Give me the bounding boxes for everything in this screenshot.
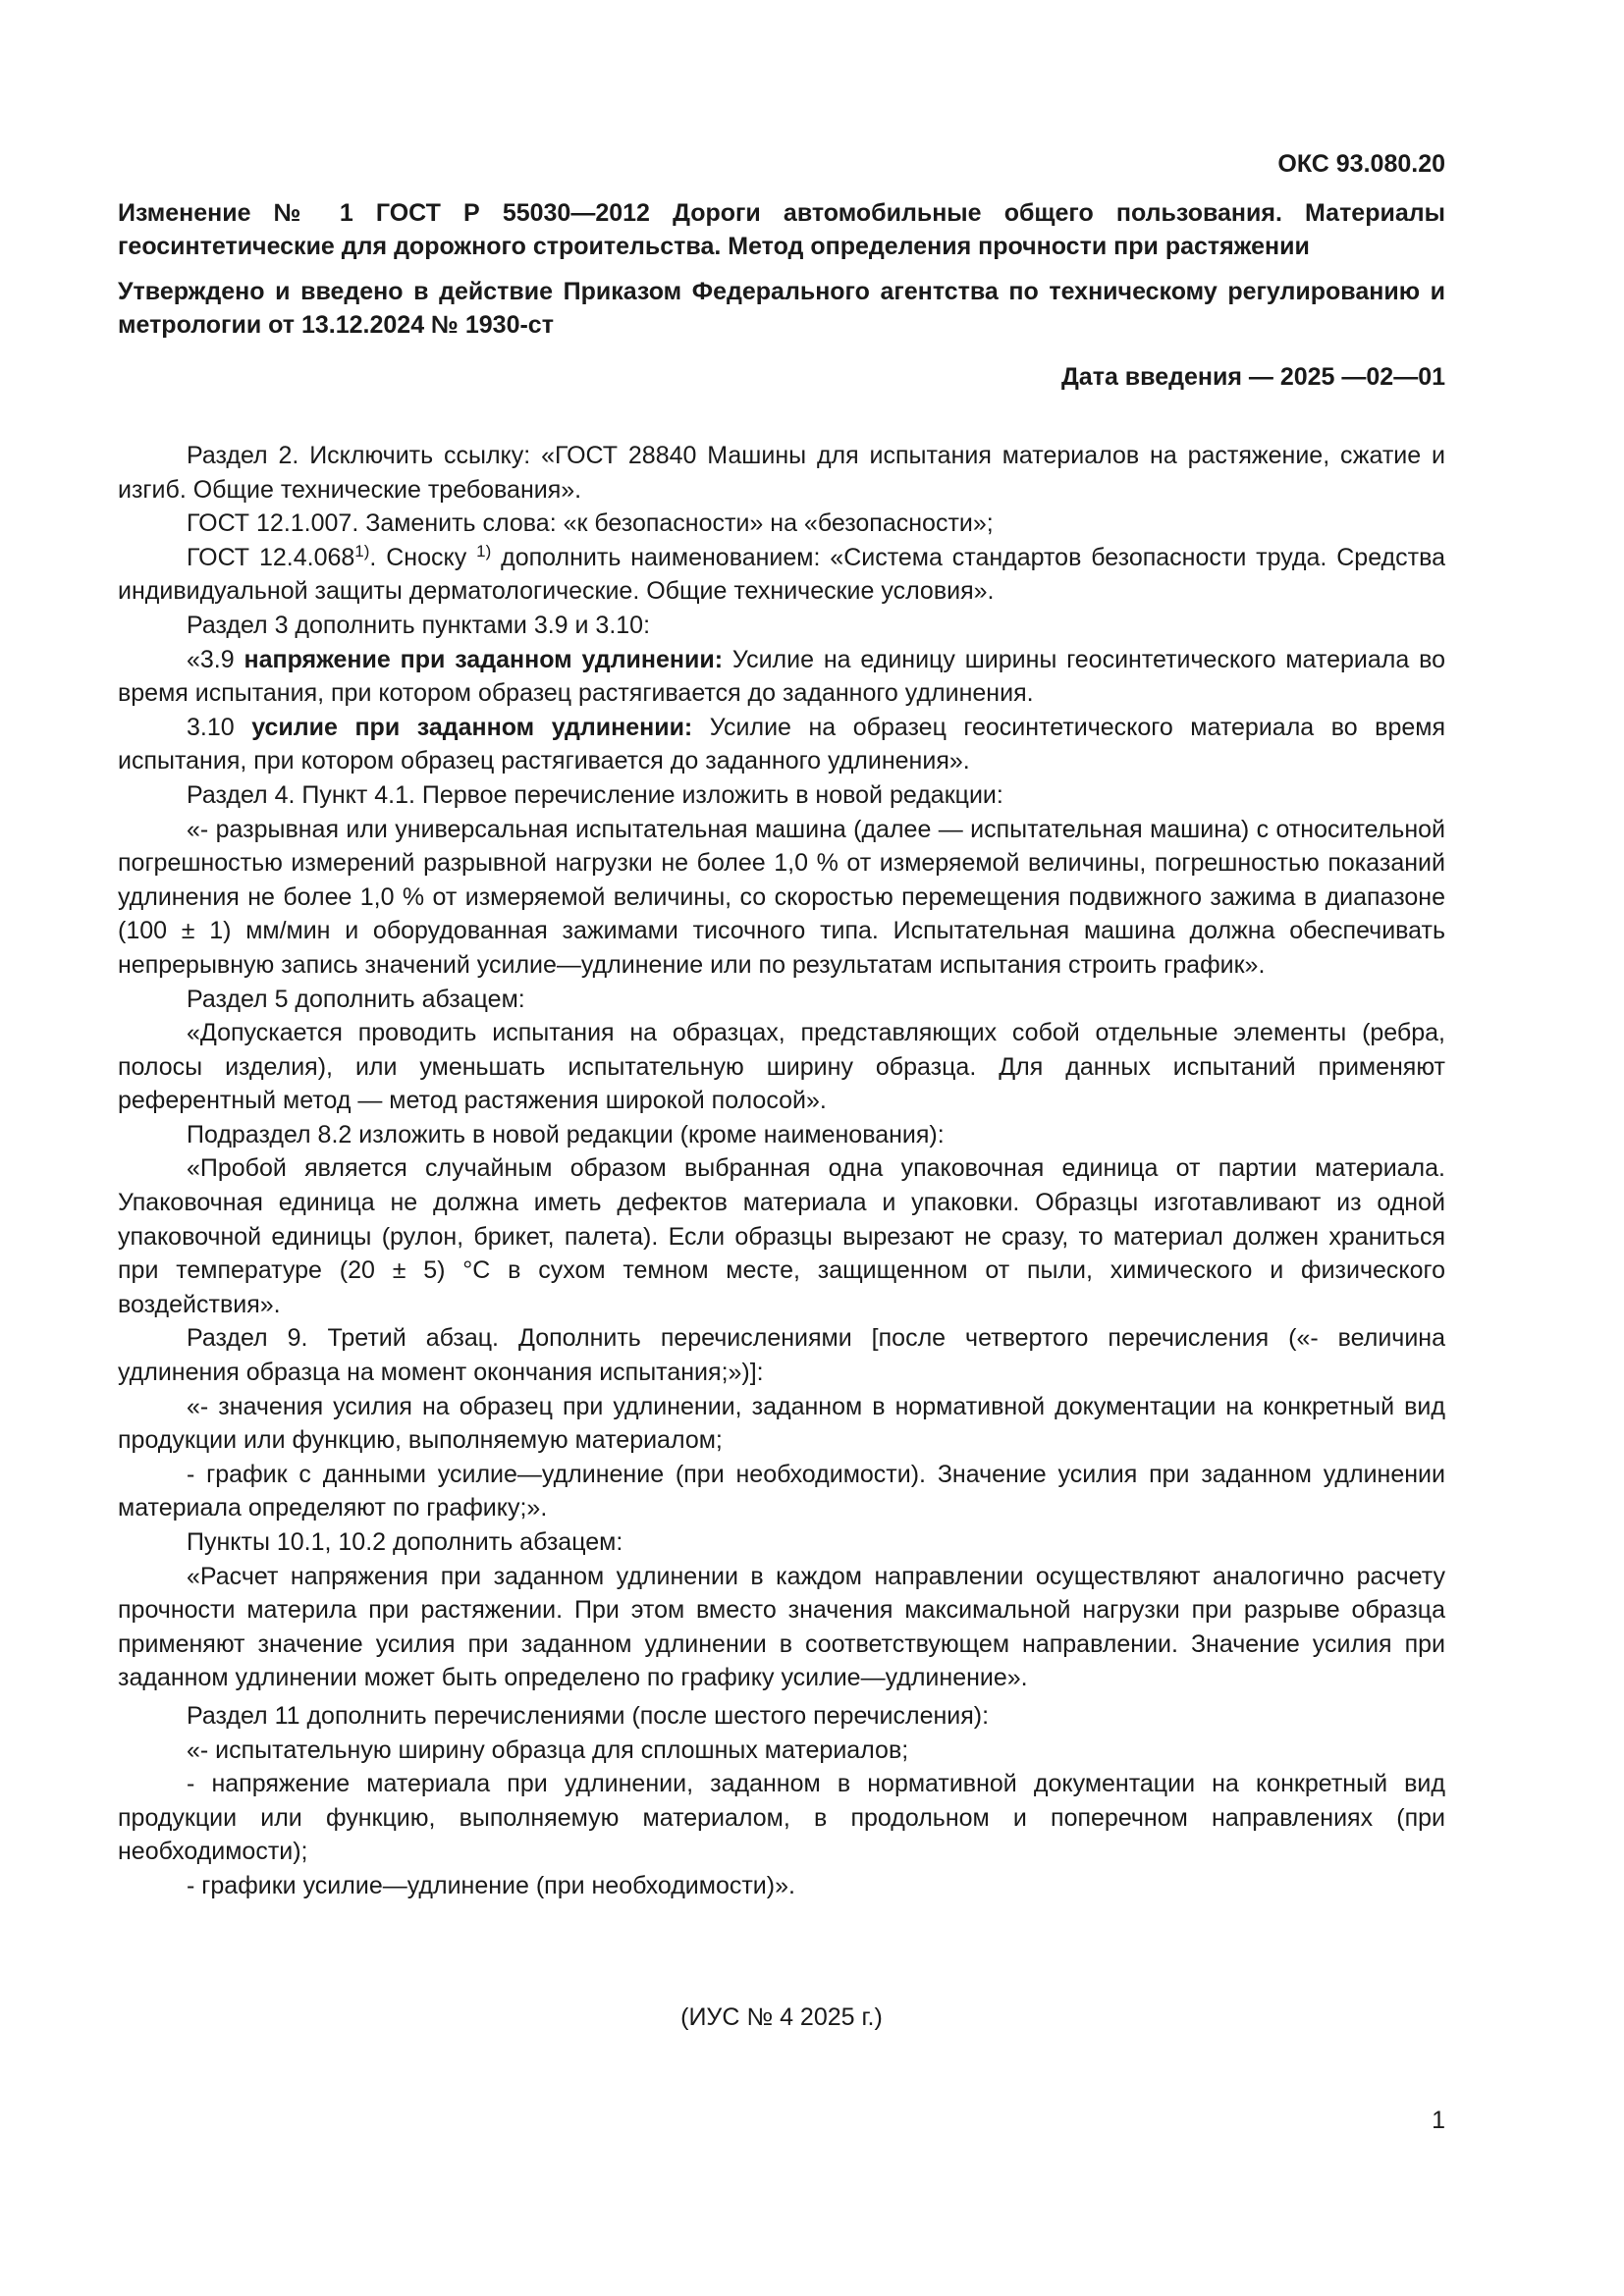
- text: . Сноску: [369, 543, 477, 571]
- text: ГОСТ 12.4.068: [187, 543, 355, 571]
- paragraph: «Пробой является случайным образом выбранная одна упаковочная единица от партии материала. Упаковочная единица не должна иметь дефектов материала и упаковки. Образцы изготавливают из одной упаковочной единицы (рулон, брикет, палета). Если образцы вырезают не сразу, то материал должен храниться при температуре (20 ± 5) °С в сухом темном месте, защищенном от пыли, химического и физического воздействия».: [118, 1154, 1445, 1318]
- paragraph: Пункты 10.1, 10.2 дополнить абзацем:: [187, 1528, 623, 1556]
- header-block: [118, 196, 1445, 353]
- paragraph: Раздел 3 дополнить пунктами 3.9 и 3.10:: [187, 611, 651, 639]
- paragraph: «Расчет напряжения при заданном удлинении в каждом направлении осуществляют аналогично расчету прочности материла при растяжении. При этом вместо значения максимальной нагрузки при разрыве образца применяют значение усилия при заданном удлинении в соответствующем направлении. Значение усилия при заданном удлинении может быть определено по графику усилие—удлинение».: [118, 1562, 1445, 1692]
- definition-paragraph: [118, 711, 1445, 778]
- defined-term: напряжение при заданном удлинении:: [244, 645, 724, 673]
- footnote-mark: 1): [354, 541, 370, 561]
- text: дополнить наименованием: «Система стандартов безопасности труда. Средства индивидуальной защиты дерматологические. Общие технические условия».: [118, 543, 1445, 606]
- classification-code: ОКС 93.080.20: [1277, 150, 1445, 178]
- paragraph: «- разрывная или универсальная испытательная машина (далее — испытательная машина) с относительной погрешностью измерений разрывной нагрузки не более 1,0 % от измеряемой величины, погрешностью показаний удлинения не более 1,0 % от измеряемой величины, со скоростью перемещения подвижного зажима в диапазоне (100 ± 1) мм/мин и оборудованная зажимами тисочного типа. Испытательная машина должна обеспечивать непрерывную запись значений усилие—удлинение или по результатам испытания строить график».: [118, 815, 1445, 979]
- paragraph: Раздел 4. Пункт 4.1. Первое перечисление изложить в новой редакции:: [187, 780, 1003, 809]
- effective-date: Дата введения — 2025 —02—01: [1060, 363, 1445, 391]
- paragraph: [118, 541, 1445, 609]
- document-body: [118, 439, 1445, 1903]
- amendment-title: Изменение № 1 ГОСТ Р 55030—2012 Дороги автомобильные общего пользования. Материалы геосинтетические для дорожного строительства. Метод определения прочности при растяжении: [118, 199, 1445, 260]
- footnote-mark: 1): [476, 541, 492, 561]
- paragraph: Подраздел 8.2 изложить в новой редакции (кроме наименования):: [187, 1120, 945, 1148]
- definition-text: Усилие на единицу ширины геосинтетического материала во время испытания, при котором образец растягивается до заданного удлинения.: [118, 645, 1445, 708]
- ius-reference: (ИУС № 4 2025 г.): [680, 2003, 883, 2031]
- paragraph: - график с данными усилие—удлинение (при необходимости). Значение усилия при заданном удлинении материала определяют по графику;».: [118, 1460, 1445, 1522]
- paragraph: Раздел 11 дополнить перечислениями (после шестого перечисления):: [187, 1701, 990, 1730]
- paragraph: ГОСТ 12.1.007. Заменить слова: «к безопасности» на «безопасности»;: [187, 509, 994, 538]
- item-number: «3.9: [187, 645, 244, 673]
- paragraph: Раздел 2. Исключить ссылку: «ГОСТ 28840 Машины для испытания материалов на растяжение, сжатие и изгиб. Общие технические требования».: [118, 442, 1445, 504]
- document-page: [118, 0, 1445, 2296]
- definition-paragraph: [118, 643, 1445, 711]
- paragraph: - напряжение материала при удлинении, заданном в нормативной документации на конкретный вид продукции или функцию, выполняемую материалом, в продольном и поперечном направлениях (при необходимости);: [118, 1770, 1445, 1866]
- approval-statement: Утверждено и введено в действие Приказом Федерального агентства по техническому регулированию и метрологии от 13.12.2024 № 1930-ст: [118, 278, 1445, 339]
- page-number: 1: [1432, 2107, 1445, 2134]
- paragraph: Раздел 5 дополнить абзацем:: [187, 985, 525, 1013]
- paragraph: - графики усилие—удлинение (при необходимости)».: [187, 1871, 795, 1899]
- paragraph: «- значения усилия на образец при удлинении, заданном в нормативной документации на конкретный вид продукции или функцию, выполняемую материалом;: [118, 1392, 1445, 1455]
- paragraph: «- испытательную ширину образца для сплошных материалов;: [187, 1735, 909, 1764]
- item-number: 3.10: [187, 713, 252, 741]
- definition-text: Усилие на образец геосинтетического материала во время испытания, при котором образец растягивается до заданного удлинения».: [118, 713, 1445, 775]
- defined-term: усилие при заданном удлинении:: [251, 713, 693, 741]
- paragraph: «Допускается проводить испытания на образцах, представляющих собой отдельные элементы (ребра, полосы изделия), или уменьшать испытательную ширину образца. Для данных испытаний применяют референтный метод — метод растяжения широкой полосой».: [118, 1019, 1445, 1115]
- paragraph: Раздел 9. Третий абзац. Дополнить перечислениями [после четвертого перечисления («- величина удлинения образца на момент окончания испытания;»)]:: [118, 1324, 1445, 1387]
